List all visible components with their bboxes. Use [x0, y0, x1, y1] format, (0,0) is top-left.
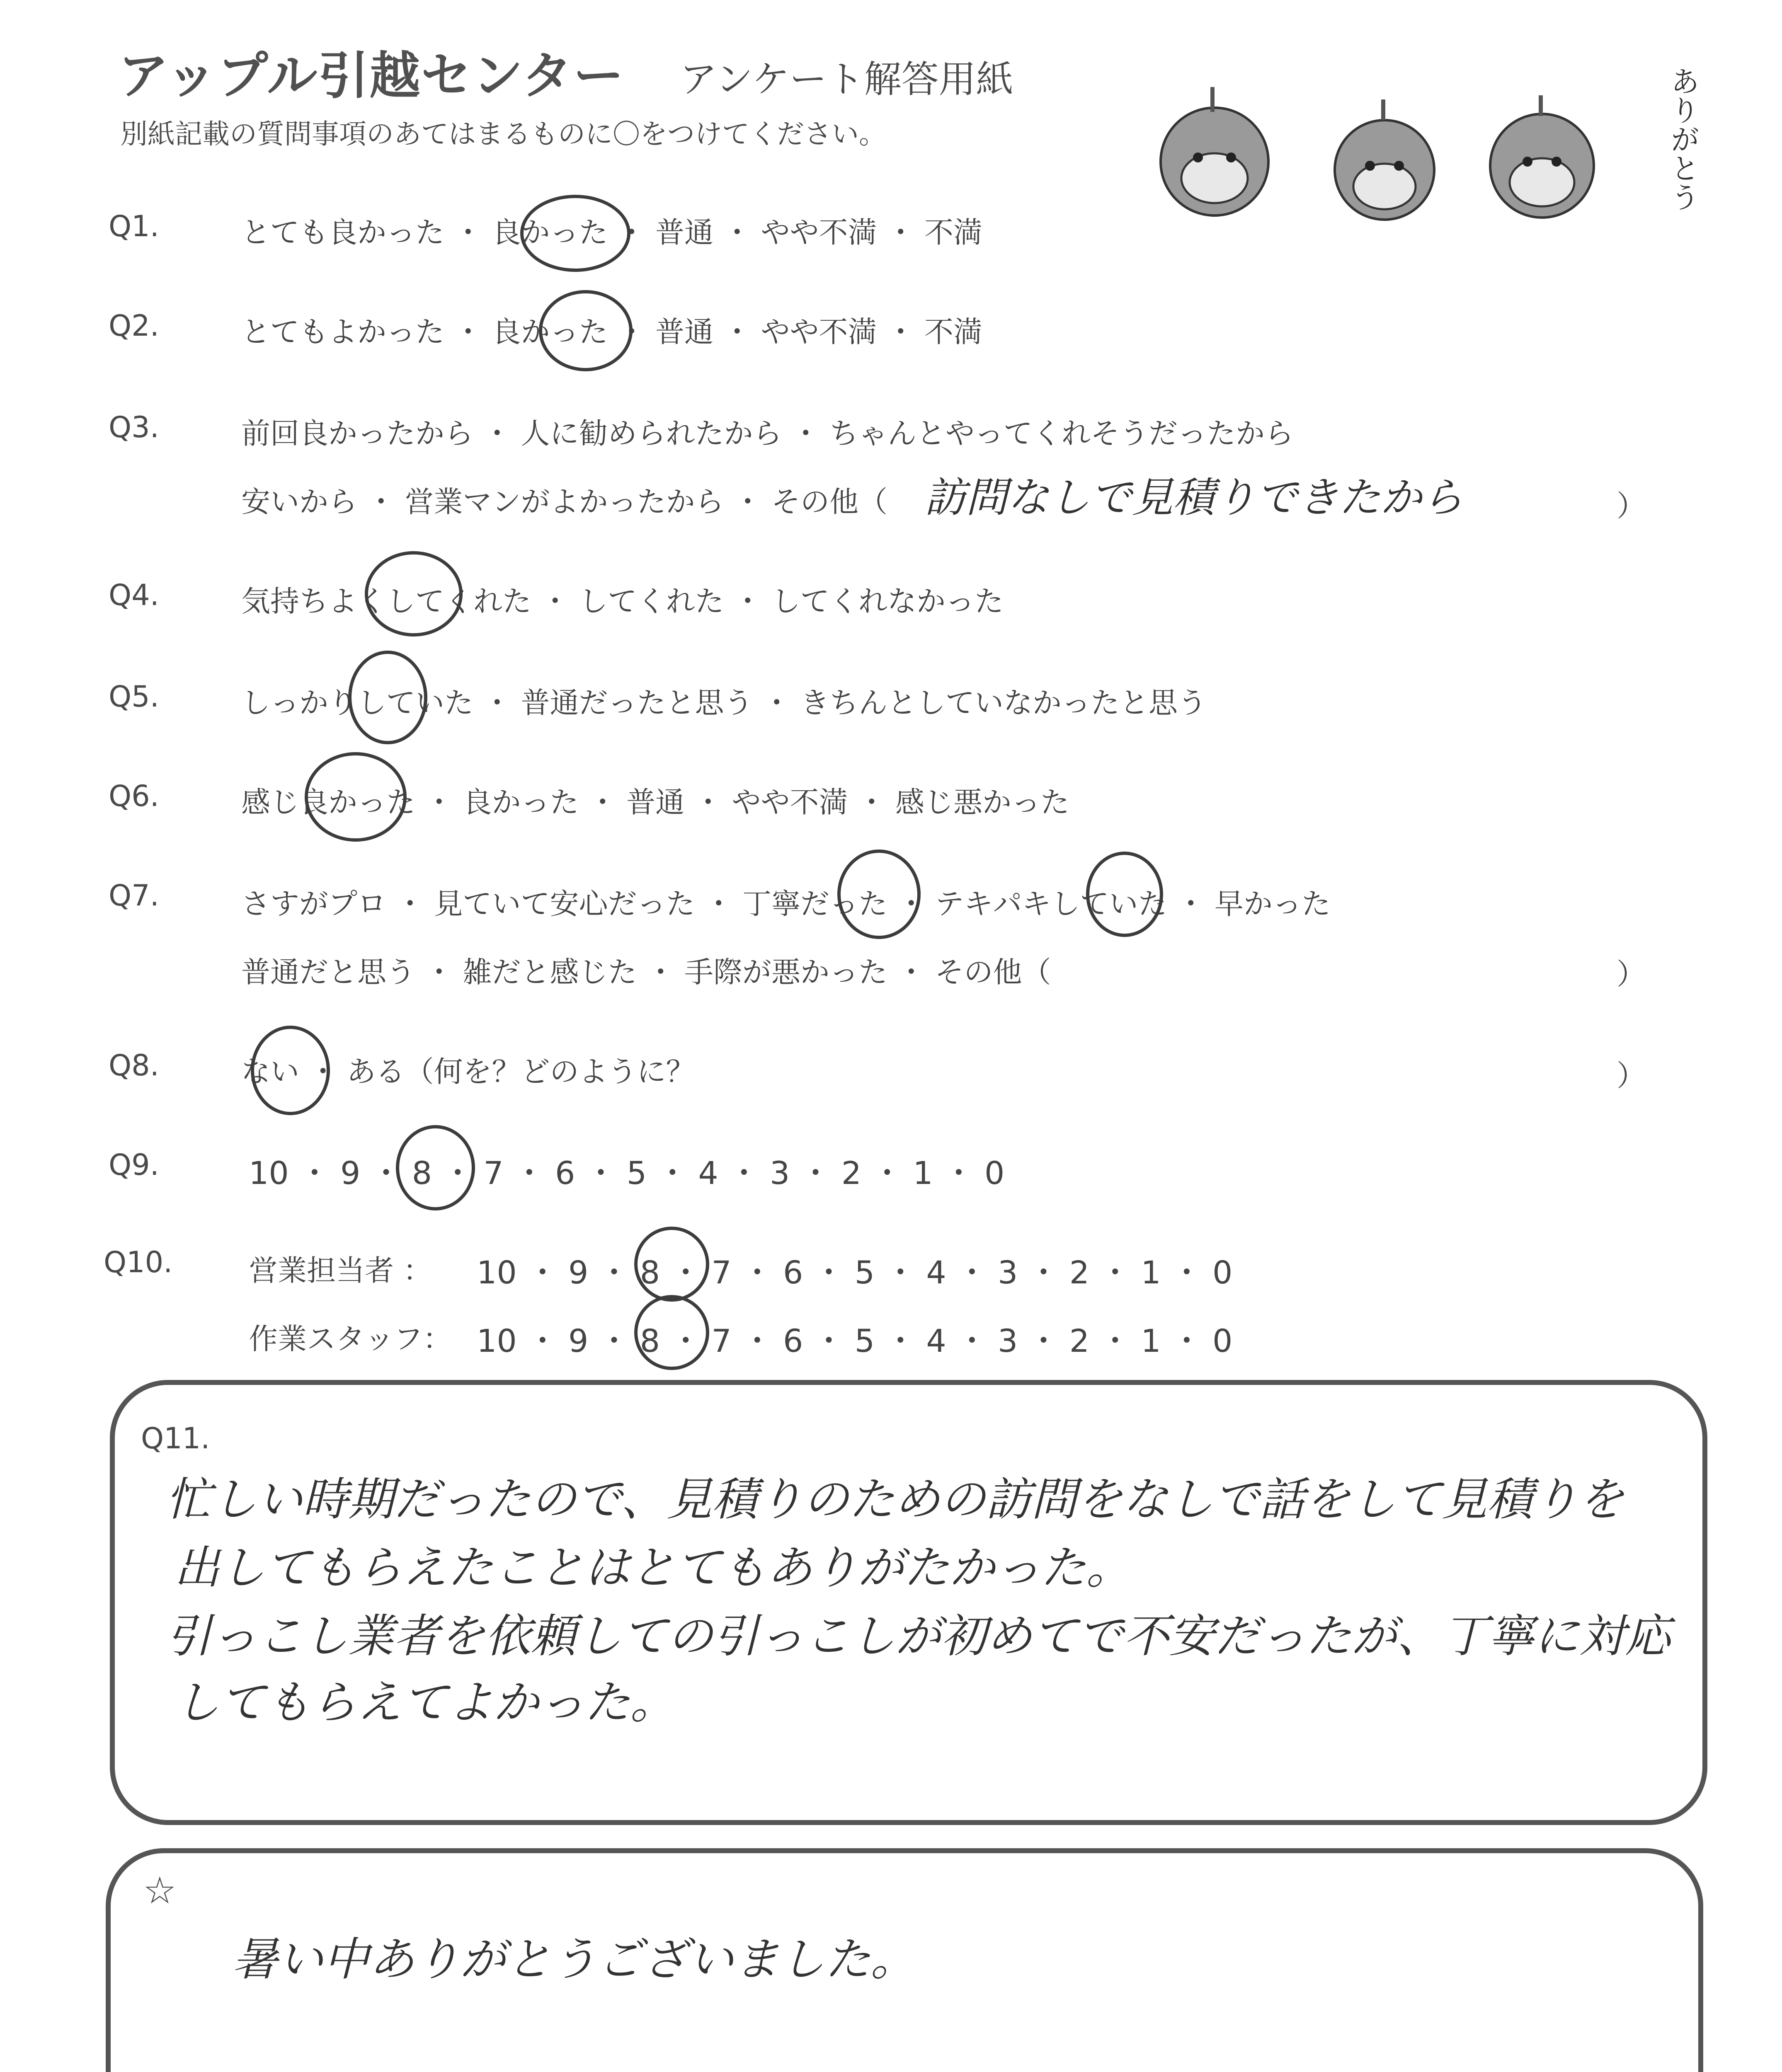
q1-label: Q1. — [109, 209, 159, 243]
q8-close-paren: ） — [1617, 1059, 1646, 1093]
q10-sales-scale[interactable]: 10 ・ 9 ・ 8 ・ 7 ・ 6 ・ 5 ・ 4 ・ 3 ・ 2 ・ 1 ・ 0 — [477, 1254, 1233, 1291]
q5-answer-circle — [348, 651, 427, 744]
instruction-text: 別紙記載の質問事項のあてはまるものに〇をつけてください。 — [120, 118, 886, 150]
q1-options[interactable]: とても良かった ・ 良かった ・ 普通 ・ やや不満 ・ 不満 — [241, 215, 983, 249]
q7-answer-circle-2 — [1086, 852, 1163, 937]
q7-options-line2[interactable]: 普通だと思う ・ 雑だと感じた ・ 手際が悪かった ・ その他（ — [241, 955, 1051, 989]
q11-label: Q11. — [141, 1421, 210, 1455]
q7-label: Q7. — [109, 879, 159, 913]
q8-label: Q8. — [109, 1048, 159, 1082]
q3-options-line1[interactable]: 前回良かったから ・ 人に勧められたから ・ ちゃんとやってくれそうだったから — [241, 416, 1294, 450]
q4-label: Q4. — [109, 578, 159, 612]
q7-answer-circle-1 — [837, 850, 921, 939]
mascot-thanks-text: ありがとう — [1666, 66, 1700, 211]
q10-staff-scale[interactable]: 10 ・ 9 ・ 8 ・ 7 ・ 6 ・ 5 ・ 4 ・ 3 ・ 2 ・ 1 ・ 0 — [477, 1322, 1233, 1359]
q8-options[interactable]: ない ・ ある（何を？どのように？ — [241, 1055, 695, 1089]
q10-sales-label: 営業担当者 ： — [249, 1254, 432, 1288]
q10-sales-answer-circle — [634, 1227, 709, 1302]
q6-answer-circle — [305, 752, 407, 842]
q11-line-2: 出してもらえたことはとてもありがたかった。 — [174, 1541, 1132, 1594]
q4-answer-circle — [365, 551, 463, 637]
q1-answer-circle — [520, 195, 630, 272]
q6-options[interactable]: 感じ良かった ・ 良かった ・ 普通 ・ やや不満 ・ 感じ悪かった — [241, 785, 1070, 819]
star-icon: ☆ — [143, 1869, 177, 1912]
q8-answer-circle — [251, 1026, 330, 1115]
form-subtitle: アンケート解答用紙 — [680, 58, 1013, 101]
q11-line-3: 引っこし業者を依頼しての引っこしが初めてで不安だったが、丁寧に対応 — [166, 1610, 1670, 1663]
q3-options-line2[interactable]: 安いから ・ 営業マンがよかったから ・ その他（ — [241, 485, 888, 519]
q11-line-4: してもらえてよかった。 — [174, 1676, 676, 1729]
monkey-mascots-illustration — [1127, 54, 1666, 269]
q9-scale[interactable]: 10 ・ 9 ・ 8 ・ 7 ・ 6 ・ 5 ・ 4 ・ 3 ・ 2 ・ 1 ・ 0 — [249, 1155, 1005, 1191]
q4-options[interactable]: 気持ちよくしてくれた ・ してくれた ・ してくれなかった — [241, 584, 1004, 618]
q2-label: Q2. — [109, 309, 159, 343]
q3-close-paren: ） — [1617, 489, 1646, 523]
q9-answer-circle — [396, 1125, 475, 1210]
q3-label: Q3. — [109, 410, 159, 444]
q9-label: Q9. — [109, 1148, 159, 1182]
q5-label: Q5. — [109, 680, 159, 714]
q6-label: Q6. — [109, 779, 159, 813]
q7-options-line1[interactable]: さすがプロ ・ 見ていて安心だった ・ 丁寧だった ・ テキパキしていた ・ 早かった — [241, 887, 1331, 921]
q2-options[interactable]: とてもよかった ・ 良かった ・ 普通 ・ やや不満 ・ 不満 — [241, 315, 983, 349]
form-title: アップル引越センター — [118, 46, 625, 105]
q7-close-paren: ） — [1617, 957, 1646, 991]
q5-options[interactable]: しっかりしていた ・ 普通だったと思う ・ きちんとしていなかったと思う — [241, 686, 1207, 720]
q10-staff-label: 作業スタッフ： — [249, 1322, 452, 1356]
q10-staff-answer-circle — [634, 1295, 709, 1370]
star-comment-text: 暑い中ありがとうございました。 — [232, 1933, 916, 1986]
q10-label: Q10. — [104, 1245, 173, 1279]
q11-line-1: 忙しい時期だったので、見積りのための訪問をなしで話をして見積りを — [166, 1473, 1624, 1526]
q3-other-answer: 訪問なしで見積りできたから — [924, 473, 1463, 522]
q2-answer-circle — [539, 290, 633, 371]
